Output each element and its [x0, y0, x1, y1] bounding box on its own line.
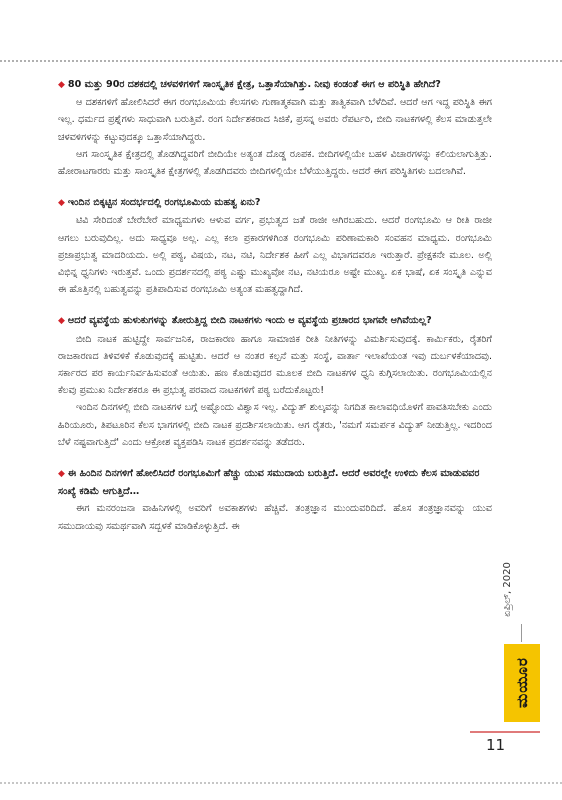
bottom-dotted-rule — [0, 782, 562, 784]
article-body — [58, 76, 492, 535]
answer-paragraph: ಬೀದಿ ನಾಟಕ ಹುಟ್ಟಿದ್ದೇ ಸಾರ್ವಜನಿಕ, ರಾಜಕಾರಣ ಹಾಗೂ ಸಾಮಾಜಿಕ ರೀತಿ ನೀತಿಗಳನ್ನು ವಿಮರ್ಶಿಸುವುದಕ್ಕೆ. ಕಾರ್ಮಿಕರು, ರೈತರಿಗೆ ರಾಜಕಾರಣದ ತಿಳಿವಳಿಕೆ ಕೊಡುವುದಕ್ಕೆ ಹುಟ್ಟಿತು. ಆದರೆ ಆ ನಂತರ ಕಲ್ಪನೆ ಮತ್ತು ಸಂಸ್ಥೆ, ವಾರ್ತಾ ಇಲಾಖೆಯಂತ ಇವು ದುರ್ಬಳಕೆಯಾದವು. ಸರ್ಕಾರದ ಪರ ಕಾರ್ಯನಿರ್ವಹಿಸುವಂತೆ ಆಯಿತು. ಹಣ ಕೊಡುವುದರ ಮೂಲಕ ಬೀದಿ ನಾಟಕಗಳ ಧ್ವನಿ ಕುಗ್ಗಿಸಲಾಯಿತು. ರಂಗಭೂಮಿಯಲ್ಲಿನ ಕೆಲವು ಪ್ರಮುಖ ನಿರ್ದೇಶಕರೂ ಈ ಪ್ರಭುತ್ವ ಪರವಾದ ನಾಟಕಗಳಿಗೆ ಪಠ್ಯ ಬರೆದುಕೊಟ್ಟರು! — [58, 333, 492, 397]
answer-paragraph: ಟಿವಿ ಸೇರಿದಂತೆ ಬೇರೆಬೇರೆ ಮಾಧ್ಯಮಗಳು ಆಳುವ ವರ್ಗ, ಪ್ರಭುತ್ವದ ಜತೆ ರಾಜೀ ಆಗಿರಬಹುದು. ಆದರೆ ರಂಗಭೂಮಿ ಆ ರೀತಿ ರಾಜೀ ಆಗಲು ಬರುವುದಿಲ್ಲ. ಅದು ಸಾಧ್ಯವೂ ಅಲ್ಲ. ಎಲ್ಲ ಕಲಾ ಪ್ರಕಾರಗಳಿಗಿಂತ ರಂಗಭೂಮಿ ಪರಿಣಾಮಕಾರಿ ಸಂವಹನ ಮಾಧ್ಯಮ. ರಂಗಭೂಮಿ ಪ್ರಜಾಪ್ರಭುತ್ವ ಮಾದರಿಯದು. ಅಲ್ಲಿ ಪಠ್ಯ, ವಿಷಯ, ನಟ, ನಟಿ, ನಿರ್ದೇಶಕ ಹೀಗೆ ಎಲ್ಲ ವಿಭಾಗದವರೂ ಇರುತ್ತಾರೆ. ಪ್ರೇಕ್ಷಕನೇ ಮೂಲ. ಅಲ್ಲಿ ವಿಭಿನ್ನ ಧ್ವನಿಗಳು ಇರುತ್ತವೆ. ಒಂದು ಪ್ರದರ್ಶನದಲ್ಲಿ ಪಠ್ಯ ಎಷ್ಟು ಮುಖ್ಯವೋ ನಟ, ನಟಿಯರೂ ಅಷ್ಟೇ ಮುಖ್ಯ. ಏಕ ಭಾಷೆ, ಏಕ ಸಂಸ್ಕೃತಿ ಎನ್ನುವ ಈ ಹೊತ್ತಿನಲ್ಲಿ ಬಹುತ್ವವನ್ನು ಪ್ರತಿಪಾದಿಸುವ ರಂಗಭೂಮಿ ಅತ್ಯಂತ ಮಹತ್ವದ್ದಾಗಿದೆ. — [58, 215, 492, 296]
question — [58, 312, 492, 330]
diamond-bullet-icon: ◆ — [58, 469, 65, 480]
sidebar-divider — [521, 624, 522, 642]
qa-block-3 — [58, 312, 492, 451]
top-dotted-rule — [0, 60, 562, 62]
magazine-logo: ಮಯೂರ — [504, 644, 540, 722]
answer-paragraph: ಆಗ ಸಾಂಸ್ಕೃತಿಕ ಕ್ಷೇತ್ರದಲ್ಲಿ ತೊಡಗಿದ್ದವರಿಗೆ ಬೀದಿಯೇ ಅತ್ಯಂತ ದೊಡ್ಡ ರೂಪಕ. ಬೀದಿಗಳಲ್ಲಿಯೇ ಬಹಳ ವಿಚಾರಗಳನ್ನು ಕಲಿಯಲಾಗುತ್ತಿತ್ತು. ಹೋರಾಟಗಾರರು ಮತ್ತು ಸಾಂಸ್ಕೃತಿಕ ಕ್ಷೇತ್ರಗಳಲ್ಲಿ ತೊಡಗಿದವರು ಬೀದಿಗಳಲ್ಲಿಯೇ ಬೆಳೆಯುತ್ತಿದ್ದರು. ಆದರೆ ಈಗ ಪರಿಸ್ಥಿತಿಗಳು ಬದಲಾಗಿವೆ. — [58, 148, 492, 178]
issue-date: ಏಪ್ರಿಲ್, 2020 — [502, 562, 513, 618]
diamond-bullet-icon: ◆ — [58, 198, 65, 209]
answer-paragraph: ಆ ದಶಕಗಳಿಗೆ ಹೋಲಿಸಿದರೆ ಈಗ ರಂಗಭೂಮಿಯ ಕೆಲಸಗಳು ಗುಣಾತ್ಮಕವಾಗಿ ಮತ್ತು ತಾತ್ವಿಕವಾಗಿ ಬೆಳೆದಿವೆ. ಆದರೆ ಆಗ ಇದ್ದ ಪರಿಸ್ಥಿತಿ ಈಗ ಇಲ್ಲ. ಧರ್ಮದ ಪ್ರಶ್ನೆಗಳು ಸಾಧುವಾಗಿ ಬರುತ್ತಿವೆ. ರಂಗ ನಿರ್ದೇಶಕರಾದ ಸಿಜಿಕೆ, ಪ್ರಸನ್ನ ಅವರು ರೆಪರ್ಟರಿ, ಬೀದಿ ನಾಟಕಗಳಲ್ಲಿ ಕೆಲಸ ಮಾಡುತ್ತಲೇ ಚಳವಳಿಗಳನ್ನು ಕಟ್ಟುವುದಕ್ಕೂ ಒತ್ತಾಸೆಯಾಗಿದ್ದರು. — [58, 97, 492, 143]
answer-paragraph: ಈಗ ಮನರಂಜನಾ ವಾಹಿನಿಗಳಲ್ಲಿ ಅವರಿಗೆ ಅವಕಾಶಗಳು ಹೆಚ್ಚಿವೆ. ತಂತ್ರಜ್ಞಾನ ಮುಂದುವರಿದಿದೆ. ಹೊಸ ತಂತ್ರಜ್ಞಾನವನ್ನು ಯುವ ಸಮುದಾಯವು ಸಮರ್ಥವಾಗಿ ಸದ್ಬಳಕೆ ಮಾಡಿಕೊಳ್ಳುತ್ತಿದೆ. ಈ — [58, 503, 492, 532]
question-text: ಇಂದಿನ ಬಿಕ್ಕಟ್ಟಿನ ಸಂದರ್ಭದಲ್ಲಿ ರಂಗಭೂಮಿಯ ಮಹತ್ವ ಏನು? — [67, 197, 261, 209]
question — [58, 76, 492, 94]
qa-block-4 — [58, 465, 492, 535]
page-number-rule — [470, 731, 540, 733]
question-text: ಈ ಹಿಂದಿನ ದಿನಗಳಿಗೆ ಹೋಲಿಸಿದರೆ ರಂಗಭೂಮಿಗೆ ಹೆಚ್ಚು ಯುವ ಸಮುದಾಯ ಬರುತ್ತಿದೆ. ಆದರೆ ಅವರಲ್ಲೇ ಉಳಿದು ಕೆಲಸ ಮಾಡುವವರ ಸಂಖ್ಯೆ ಕಡಿಮೆ ಆಗುತ್ತಿದೆ… — [58, 468, 480, 498]
diamond-bullet-icon: ◆ — [58, 316, 65, 327]
question — [58, 194, 492, 212]
question-text: ಆದರೆ ವ್ಯವಸ್ಥೆಯ ಹುಳುಕುಗಳನ್ನು ತೋರುತ್ತಿದ್ದ ಬೀದಿ ನಾಟಕಗಳು ಇಂದು ಆ ವ್ಯವಸ್ಥೆಯ ಪ್ರಚಾರದ ಭಾಗವೇ ಆಗಿವೆಯಲ್ಲ? — [67, 315, 432, 327]
question-text: 80 ಮತ್ತು 90ರ ದಶಕದಲ್ಲಿ ಚಳವಳಿಗಳಿಗೆ ಸಾಂಸ್ಕೃತಿಕ ಕ್ಷೇತ್ರ, ಒತ್ತಾಸೆಯಾಗಿತ್ತು. ನೀವು ಕಂಡಂತೆ ಈಗ ಆ ಪರಿಸ್ಥಿತಿ ಹೇಗಿದೆ? — [67, 79, 441, 90]
page-number: 11 — [486, 736, 506, 754]
question — [58, 465, 492, 500]
answer-paragraph: ಇಂದಿನ ದಿನಗಳಲ್ಲಿ ಬೀದಿ ನಾಟಕಗಳ ಬಗ್ಗೆ ಅಷ್ಟೊಂದು ವಿಶ್ವಾಸ ಇಲ್ಲ. ವಿದ್ಯುತ್ ಶುಲ್ಕವನ್ನು ನಿಗದಿತ ಕಾಲಾವಧಿಯೊಳಗೆ ಪಾವತಿಸಬೇಕು ಎಂದು ಹಿರಿಯೂರು, ತಿಪಟೂರಿನ ಕೆಲಸ ಭಾಗಗಳಲ್ಲಿ ಬೀದಿ ನಾಟಕ ಪ್ರದರ್ಶಿಸಲಾಯಿತು. ಆಗ ರೈತರು, 'ನಮಗೆ ಸಮರ್ಪಕ ವಿದ್ಯುತ್ ನೀಡುತ್ತಿಲ್ಲ. ಇದರಿಂದ ಬೆಳೆ ನಷ್ಟವಾಗುತ್ತಿದೆ' ಎಂದು ಆಕ್ರೋಶ ವ್ಯಕ್ತಪಡಿಸಿ ನಾಟಕ ಪ್ರದರ್ಶನವನ್ನು ತಡೆದರು. — [58, 402, 492, 448]
qa-block-1 — [58, 76, 492, 180]
qa-block-2 — [58, 194, 492, 298]
sidebar — [502, 560, 540, 722]
diamond-bullet-icon: ◆ — [58, 80, 65, 90]
